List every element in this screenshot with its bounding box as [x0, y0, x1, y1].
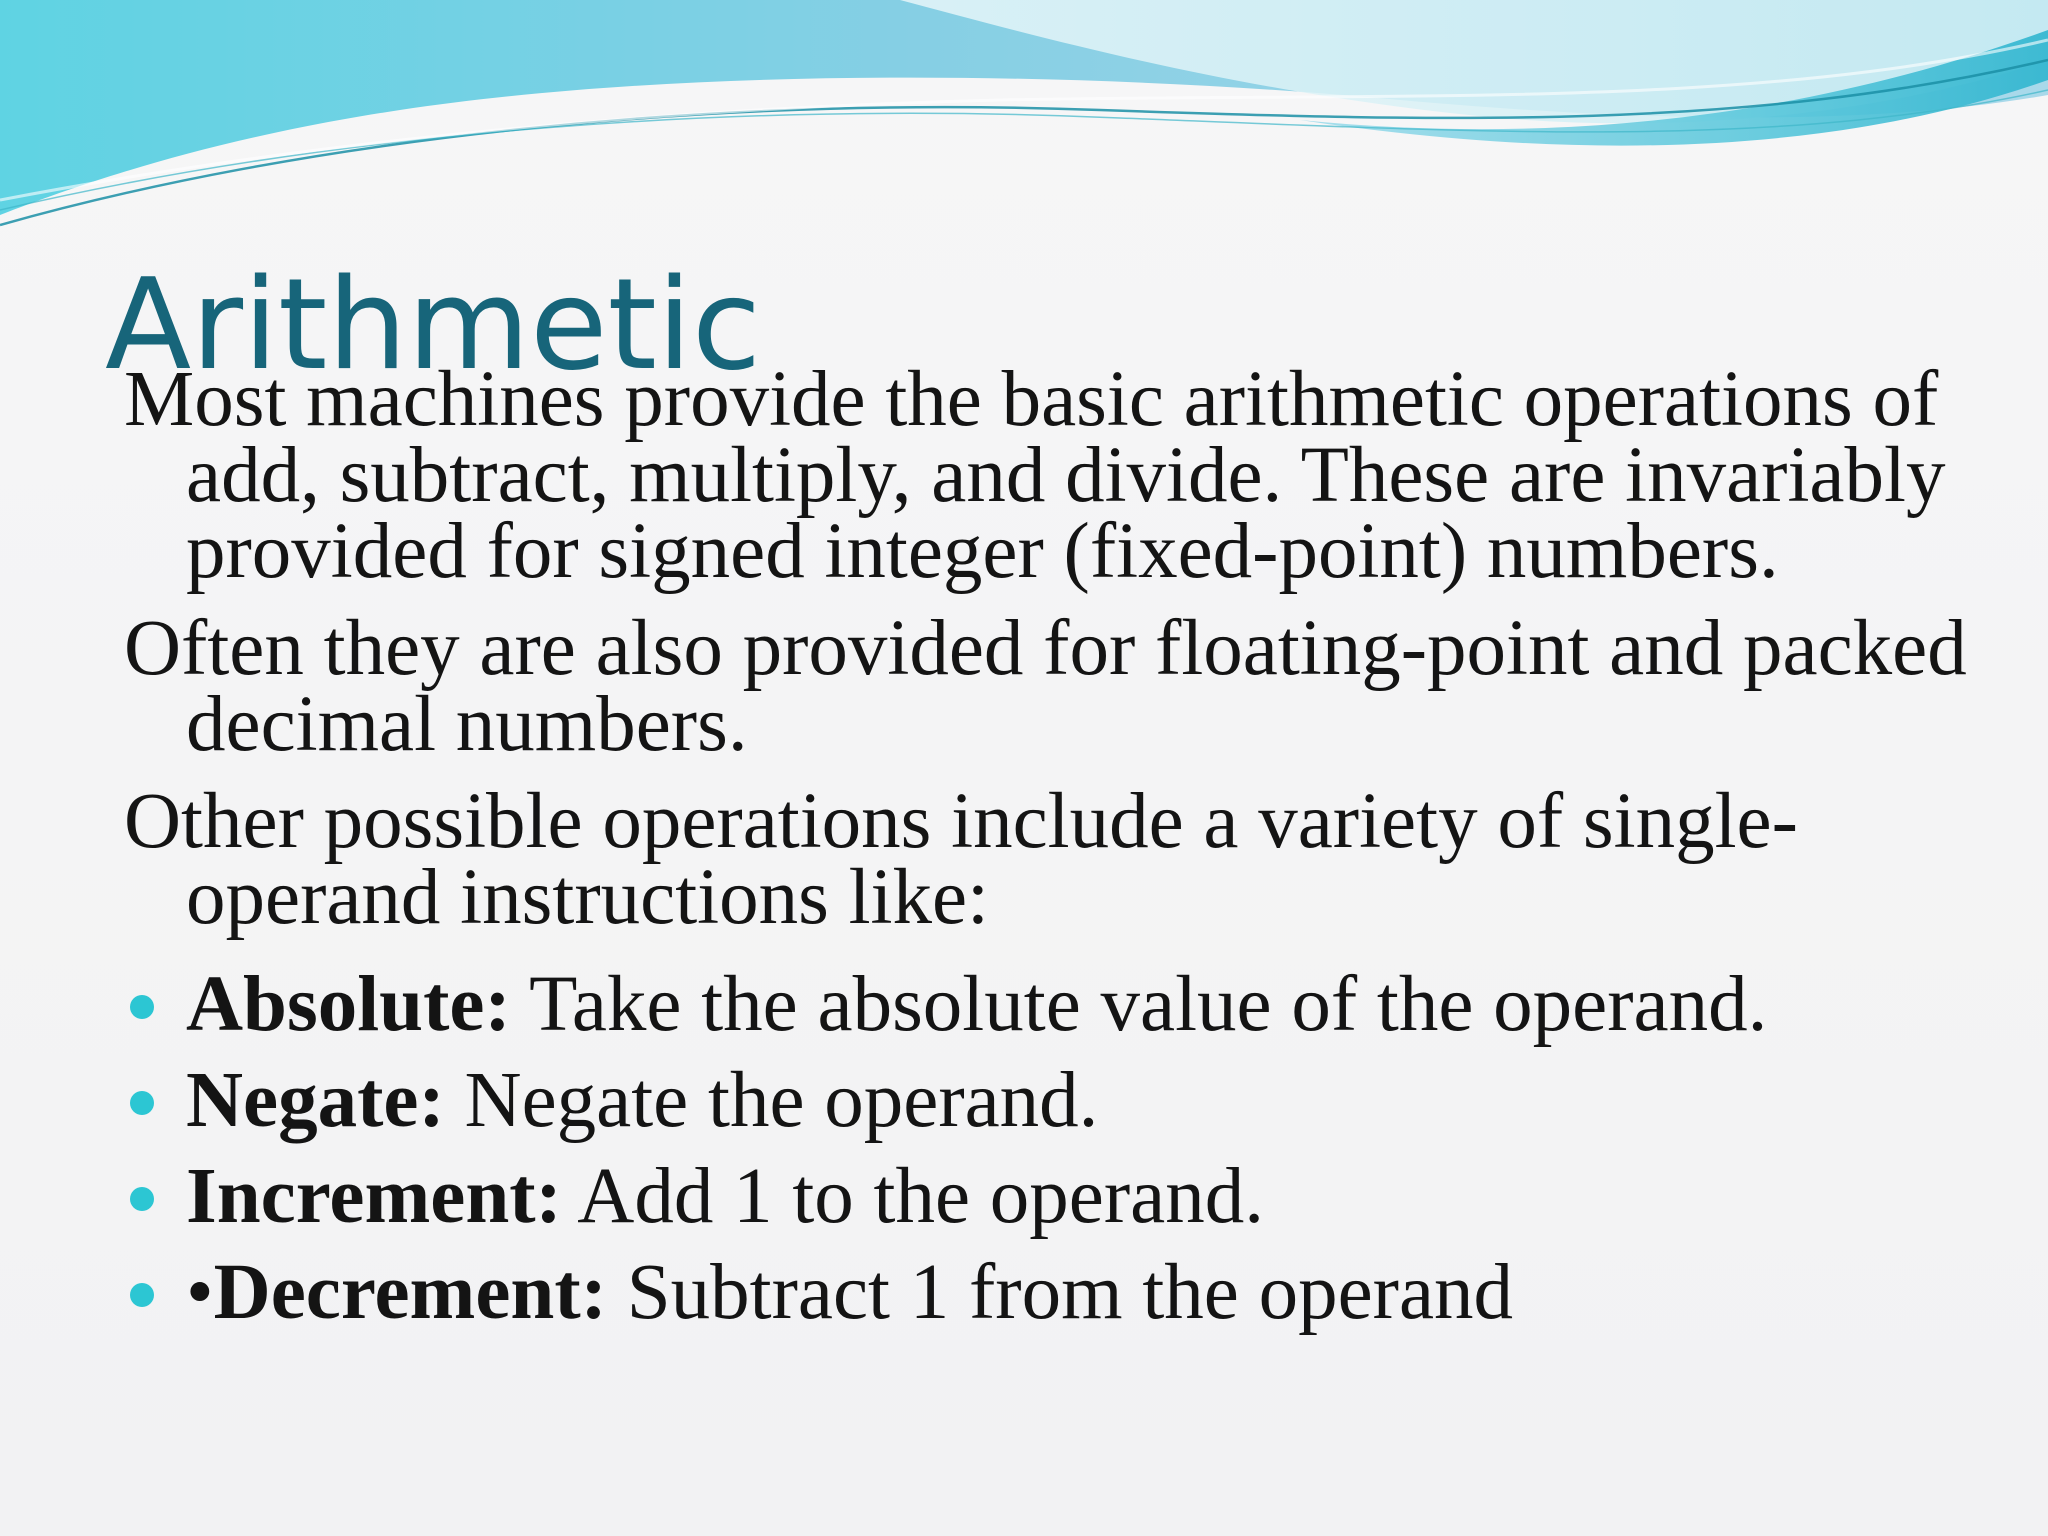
bullet-prefix: •: [186, 1249, 214, 1336]
paragraph-basic-arithmetic: Most machines provide the basic arithmetic operations of add, subtract, multiply, and divide. These are invariably provided for signed integer (fixed-point) numbers.: [124, 356, 1946, 595]
bullet-circle-icon: [130, 1283, 154, 1307]
operation-bullet-list: [124, 957, 2014, 1341]
bullet-circle-icon: [130, 1187, 154, 1211]
bullet-description: Negate the operand.: [444, 1057, 1099, 1144]
bullet-term: Increment:: [186, 1153, 562, 1240]
slide-body: [124, 356, 2014, 1341]
bullet-circle-icon: [130, 1091, 154, 1115]
bullet-circle-icon: [130, 995, 154, 1019]
bullet-description: Add 1 to the operand.: [561, 1153, 1264, 1240]
paragraph-floating-point: Often they are also provided for floating-point and packed decimal numbers.: [124, 605, 1967, 768]
bullet-item-decrement: [124, 1245, 2014, 1341]
bullet-term: Negate:: [186, 1057, 445, 1144]
paragraph-single-operand: Other possible operations include a variety of single-operand instructions like:: [124, 778, 1798, 941]
header-wave-decoration: [0, 0, 2048, 260]
bullet-term: Absolute:: [186, 961, 511, 1048]
bullet-item-increment: [124, 1149, 2014, 1245]
bullet-description: Subtract 1 from the operand: [606, 1249, 1514, 1336]
bullet-description: Take the absolute value of the operand.: [510, 961, 1768, 1048]
bullet-item-absolute: [124, 957, 2014, 1053]
bullet-term: Decrement:: [213, 1249, 607, 1336]
slide-title: Arithmetic: [105, 251, 762, 398]
bullet-item-negate: [124, 1053, 2014, 1149]
